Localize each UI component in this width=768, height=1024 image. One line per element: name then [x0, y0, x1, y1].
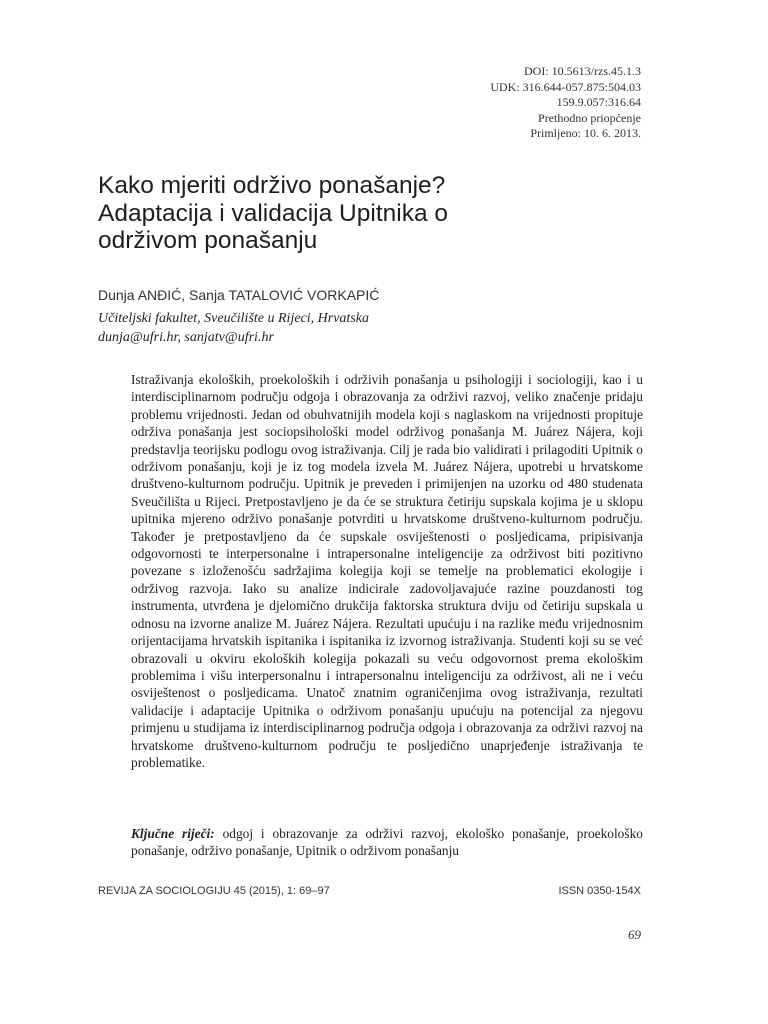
title-line: Kako mjeriti održivo ponašanje?: [98, 172, 446, 199]
affiliation: Učiteljski fakultet, Sveučilište u Rijeci, Hrvatska: [98, 311, 369, 326]
keywords-label: Ključne riječi:: [131, 826, 215, 841]
keywords: [131, 825, 643, 860]
author-emails: dunja@ufri.hr, sanjatv@ufri.hr: [98, 330, 274, 345]
journal-citation: REVIJA ZA SOCIOLOGIJU 45 (2015), 1: 69–97: [98, 885, 330, 897]
authors: Dunja ANĐIĆ, Sanja TATALOVIĆ VORKAPIĆ: [98, 287, 380, 303]
page-number: 69: [628, 927, 641, 942]
udk-code-continued: 159.9.057:316.64: [556, 95, 641, 109]
keywords-text: odgoj i obrazovanje za održivi razvoj, ekološko ponašanje, proekološko ponašanje, održivo ponašanje, Upitnik o održivom ponašanju: [131, 826, 643, 859]
author-affiliation-block: [98, 309, 369, 347]
abstract: Istraživanja ekoloških, proekoloških i održivih ponašanja u psihologiji i sociologiji, kao i u interdisciplinarnom području odgoja i obrazovanja za održivi razvoj, veliko značenje pridaju problemu vrijednosti. Jedan od obuhvatnijih modela koji s naglaskom na vrijednosti propituje održiva ponašanja jest sociopsihološki model održivog ponašanja M. Juárez Nájera, koji predstavlja teorijsku podlogu ovog istraživanja. Cilj je rada bio validirati i prilagoditi Upitnik o održivom ponašanju, koji je iz tog modela izvela M. Juárez Nájera, upotrebi u hrvatskome društveno-kulturnom području. Upitnik je preveden i primijenjen na uzorku od 480 studenata Sveučilišta u Rijeci. Pretpostavljeno je da će se struktura četiriju supskala kojima je u sklopu upitnika mjereno održivo ponašanje potvrditi u hrvatskome društveno-kulturnom području. Također je pretpostavljeno da će supskale osviještenosti o posljedicama, pripisivanja odgovornosti te interpersonalne i intrapersonalne inteligencije za održivost biti pozitivno povezane s izloženošću sadržajima kolegija koji se temelje na problematici ekologije i održivog razvoja. Iako su analize indicirale zadovoljavajuće razine pouzdanosti tog instrumenta, utvrđena je djelomično drukčija faktorska struktura dviju od četiriju supskala u odnosu na izvorne analize M. Juárez Nájera. Rezultati upućuju i na razlike među vrijednosnim orijentacijama hrvatskih ispitanika i ispitanika iz izvornog istraživanja. Studenti koji su se već obrazovali u okviru ekoloških kolegija pokazali su veću odgovornost prema ekološkim problemima i višu interpersonalnu i intrapersonalnu inteligenciju za održivost, ali ne i veću osviještenost o posljedicama. Unatoč znatnim ograničenjima ovog istraživanja, rezultati validacije i adaptacije Upitnika o održivom ponašanju upućuju na potencijal za njegovu primjenu u studijama iz interdisciplinarnog područja odgoja i obrazovanja za održivi razvoj na hrvatskome društveno-kulturnom području te posljedično unaprjeđenje istraživanja te problematike.: [131, 372, 643, 770]
received-date: Primljeno: 10. 6. 2013.: [530, 126, 641, 140]
doi: DOI: 10.5613/rzs.45.1.3: [524, 64, 641, 78]
article-metadata: [490, 64, 641, 142]
issn: ISSN 0350-154X: [558, 885, 641, 897]
title-line: Adaptacija i validacija Upitnika o: [98, 199, 448, 227]
title-line: održivom ponašanju: [98, 227, 318, 254]
article-title: [98, 172, 658, 255]
paper-type: Prethodno priopćenje: [538, 110, 641, 125]
udk-code: UDK: 316.644-057.875:504.03: [490, 79, 641, 94]
